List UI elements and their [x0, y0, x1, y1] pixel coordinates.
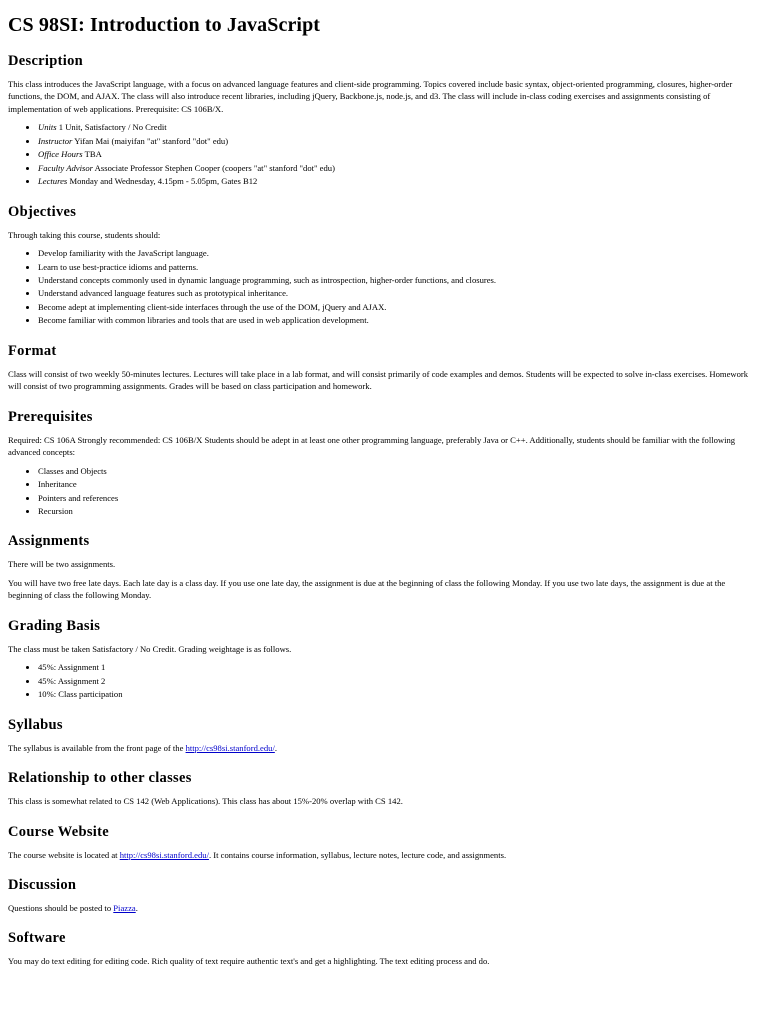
list-item: • Inheritance	[38, 478, 758, 490]
description-list	[8, 121, 758, 187]
section-heading-format: Format	[8, 342, 57, 359]
section-heading-prerequisites: Prerequisites	[8, 408, 93, 425]
list-item: • Become adept at implementing client-side interfaces through the use of the DOM, jQuery and AJAX.	[38, 301, 758, 313]
section-heading-objectives: Objectives	[8, 203, 77, 220]
list-item: • Understand concepts commonly used in dynamic language programming, such as introspection, higher-order functions, and closures.	[38, 274, 758, 286]
syllabus-link[interactable]: http://cs98si.stanford.edu/	[185, 742, 275, 753]
objectives-paragraph: Through taking this course, students should:	[8, 229, 161, 240]
list-item: • 45%: Assignment 2	[38, 675, 758, 687]
course-website-paragraph	[8, 849, 758, 861]
list-item: • Understand advanced language features such as prototypical inheritance.	[38, 287, 758, 299]
section-heading-course-website: Course Website	[8, 823, 109, 840]
assignments-paragraph-1: There will be two assignments.	[8, 559, 116, 570]
section-heading-grading-basis: Grading Basis	[8, 617, 101, 634]
syllabus-text-before: The syllabus is available from the front page of the	[8, 742, 186, 753]
item-text: Monday and Wednesday, 4.15pm - 5.05pm, Gates B12	[69, 176, 258, 187]
course-website-text-before: The course website is located at	[8, 849, 120, 860]
list-item: • Become familiar with common libraries and tools that are used in web application development.	[38, 314, 758, 326]
prerequisites-list	[8, 465, 758, 518]
item-text: TBA	[84, 149, 102, 160]
section-heading-relationship: Relationship to other classes	[8, 770, 192, 787]
list-item: • Develop familiarity with the JavaScript language.	[38, 247, 758, 259]
list-item: • Learn to use best-practice idioms and patterns.	[38, 261, 758, 273]
item-label: Office Hours	[38, 149, 83, 160]
item-text: Associate Professor Stephen Cooper (coopers "at" stanford "dot" edu)	[94, 162, 335, 173]
syllabus-text-after: .	[274, 742, 277, 753]
item-label: Instructor	[38, 135, 73, 146]
section-heading-discussion: Discussion	[8, 876, 77, 893]
format-paragraph: Class will consist of two weekly 50-minutes lectures. Lectures will take place in a lab format, and will consist primarily of code examples and demos. Students will be expected to solve in-class exercises. Homework will consist of two programming assignments. Grades will be based on class participation and homework.	[8, 368, 749, 392]
list-item	[38, 135, 758, 147]
assignments-paragraph-2: You will have two free late days. Each late day is a class day. If you use one late day, the assignment is due at the beginning of class the following Monday. If you use two late days, the assignment is due at the beginning of class the following Monday.	[8, 577, 726, 601]
item-label: Units	[38, 122, 57, 133]
section-heading-software: Software	[8, 930, 66, 947]
discussion-paragraph	[8, 902, 758, 914]
course-website-link[interactable]: http://cs98si.stanford.edu/	[119, 849, 209, 860]
course-website-text-after: . It contains course information, syllabus, lecture notes, lecture code, and assignments.	[208, 849, 507, 860]
grading-paragraph: The class must be taken Satisfactory / No Credit. Grading weightage is as follows.	[8, 643, 292, 654]
item-text: Yifan Mai (maiyifan "at" stanford "dot" edu)	[74, 135, 229, 146]
prerequisites-paragraph: Required: CS 106A Strongly recommended: CS 106B/X Students should be adept in at least one other programming language, preferably Java or C++. Additionally, students should be familiar with the following advanced concepts:	[8, 434, 736, 458]
discussion-text-before: Questions should be posted to	[8, 902, 114, 913]
list-item: • Recursion	[38, 505, 758, 517]
list-item: • Pointers and references	[38, 492, 758, 504]
list-item	[38, 121, 758, 133]
item-text: 1 Unit, Satisfactory / No Credit	[58, 122, 167, 133]
relationship-paragraph: This class is somewhat related to CS 142 (Web Applications). This class has about 15%-20% overlap with CS 142.	[8, 796, 403, 807]
section-heading-description: Description	[8, 53, 83, 69]
item-label: Lectures	[38, 176, 68, 187]
list-item: • 45%: Assignment 1	[38, 661, 758, 673]
list-item	[38, 148, 758, 160]
list-item	[38, 162, 758, 174]
discussion-text-after: .	[135, 902, 138, 913]
page-title: CS 98SI: Introduction to JavaScript	[8, 14, 321, 36]
item-label: Faculty Advisor	[38, 162, 93, 173]
grading-list	[8, 661, 758, 700]
software-paragraph: You may do text editing for editing code. Rich quality of text require authentic text's and get a highlighting. The text editing process and do.	[8, 956, 490, 967]
objectives-list	[8, 247, 758, 327]
section-heading-syllabus: Syllabus	[8, 716, 63, 733]
syllabus-paragraph	[8, 742, 758, 754]
list-item: • Classes and Objects	[38, 465, 758, 477]
piazza-link[interactable]: Piazza	[113, 902, 136, 913]
list-item	[38, 175, 758, 187]
description-paragraph: This class introduces the JavaScript language, with a focus on advanced language features and client-side programming. Topics covered include basic syntax, object-oriented programming, closures, higher-order functions, the DOM, and AJAX. The class will also introduce recent libraries, including jQuery, Backbone.js, node.js, and d3. The class will include in-class coding exercises and assignments consisting of implementation of web applications. Prerequisite: CS 106B/X.	[8, 79, 733, 114]
section-heading-assignments: Assignments	[8, 533, 90, 550]
list-item: • 10%: Class participation	[38, 688, 758, 700]
